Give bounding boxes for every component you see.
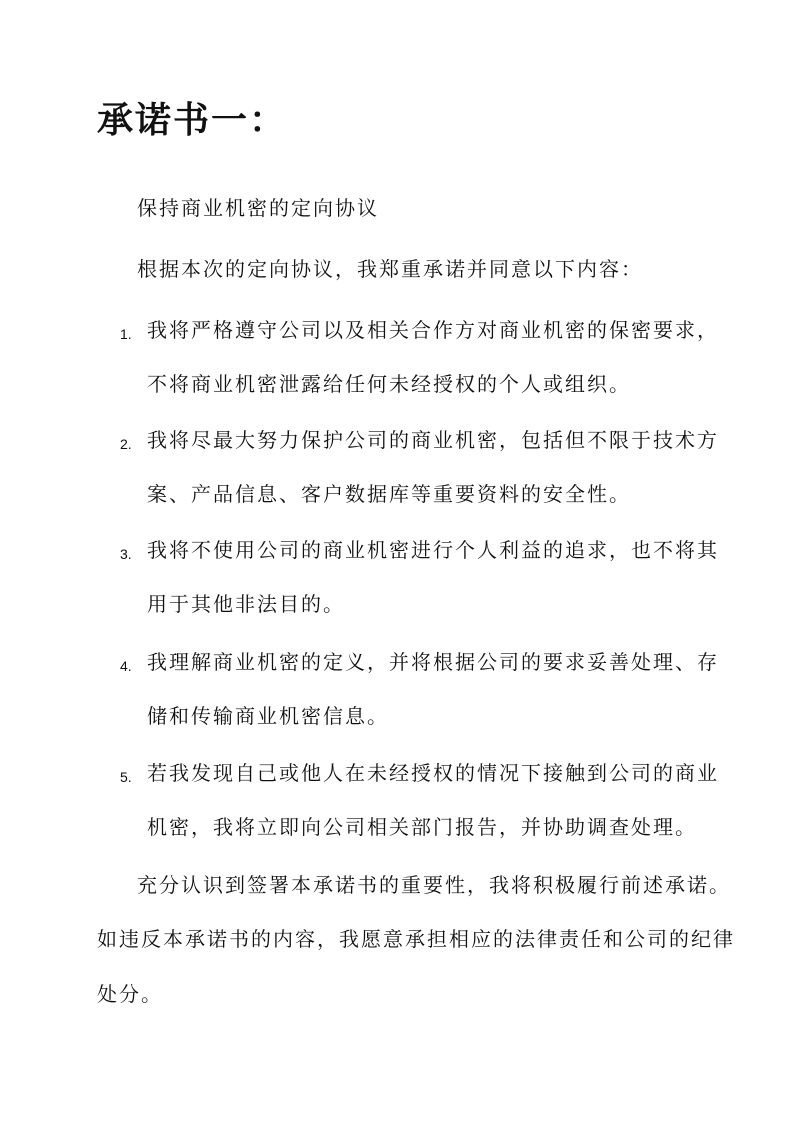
list-item-number: 4. (120, 658, 132, 674)
list-item-number: 1. (120, 326, 132, 342)
closing-line-2: 如违反本承诺书的内容，我愿意承担相应的法律责任和公司的纪律 (97, 927, 735, 951)
list-item-text-line1: 我将不使用公司的商业机密进行个人利益的追求，也不将其 (147, 538, 719, 562)
closing-line-1: 充分认识到签署本承诺书的重要性，我将积极履行前述承诺。 (137, 873, 731, 897)
document-subtitle: 保持商业机密的定向协议 (137, 196, 379, 220)
list-item-text-line2: 案、产品信息、客户数据库等重要资料的安全性。 (147, 482, 631, 506)
list-item-text-line2: 储和传输商业机密信息。 (147, 704, 389, 728)
list-item-number: 2. (120, 436, 132, 452)
list-item-text-line1: 若我发现自己或他人在未经授权的情况下接触到公司的商业 (147, 761, 719, 785)
list-item-text-line1: 我理解商业机密的定义，并将根据公司的要求妥善处理、存 (147, 650, 719, 674)
list-item-text-line2: 不将商业机密泄露给任何未经授权的个人或组织。 (147, 372, 631, 396)
intro-paragraph: 根据本次的定向协议，我郑重承诺并同意以下内容： (137, 257, 643, 281)
list-item-number: 5. (120, 769, 132, 785)
list-item-number: 3. (120, 546, 132, 562)
list-item-text-line1: 我将严格遵守公司以及相关合作方对商业机密的保密要求， (147, 318, 719, 342)
list-item-text-line2: 用于其他非法目的。 (147, 592, 345, 616)
document-title: 承诺书一： (97, 99, 288, 141)
closing-line-3: 处分。 (97, 982, 163, 1006)
list-item-text-line2: 机密，我将立即向公司相关部门报告，并协助调查处理。 (147, 815, 697, 839)
list-item-text-line1: 我将尽最大努力保护公司的商业机密，包括但不限于技术方 (147, 428, 719, 452)
